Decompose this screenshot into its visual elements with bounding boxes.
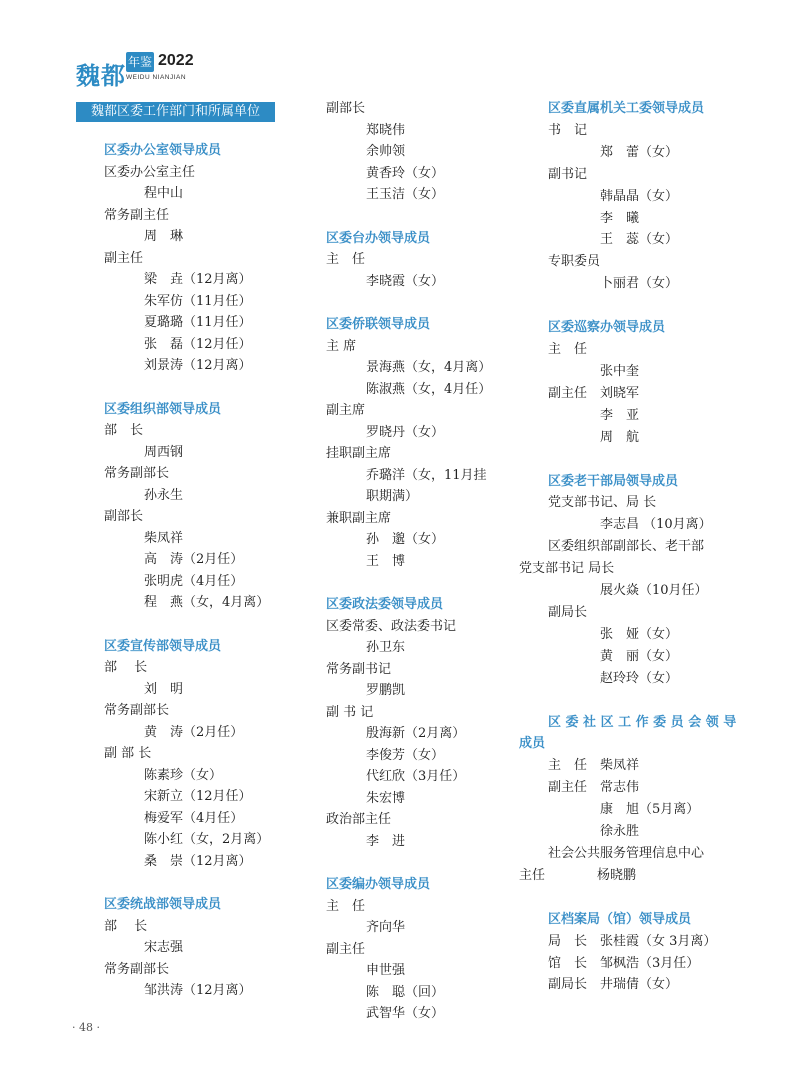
logo-subtitle: WEIDU NIANJIAN [126, 74, 187, 81]
roster-line: 张 磊（12月任） [144, 336, 252, 352]
section-heading: 区委办公室领导成员 [104, 143, 222, 158]
roster-line: 罗晓丹（女） [366, 424, 445, 440]
roster-line: 区委常委、政法委书记 [326, 618, 457, 634]
roster-line: 景海燕（女，4月离） [366, 360, 492, 375]
roster-line: 孙卫东 [366, 640, 406, 655]
roster-line: 主 任 [326, 898, 366, 914]
roster-line: 副主席 [326, 403, 366, 418]
roster-line: 陈小红（女，2月离） [144, 832, 270, 847]
roster-line: 李 进 [366, 833, 406, 849]
roster-line: 程 燕（女，4月离） [144, 595, 270, 610]
roster-line: 李晓霞（女） [366, 273, 445, 289]
roster-line: 主 任 [326, 252, 366, 267]
roster-line: 夏璐璐（11月任） [144, 315, 252, 330]
section-heading: 区委编办领导成员 [326, 877, 431, 892]
roster-line: 张 娅（女） [600, 626, 679, 642]
roster-line: 常务副部长 [104, 703, 170, 718]
roster-line: 主 任 柴凤祥 [548, 758, 640, 774]
roster-line: 局 长 张桂霞（女 3月离） [548, 933, 717, 949]
roster-line: 主 任 [548, 342, 588, 357]
roster-line: 主 席 [326, 338, 357, 354]
roster-line: 殷海新（2月离） [366, 726, 466, 741]
roster-line: 赵玲玲（女） [600, 670, 679, 686]
roster-line: 朱宏博 [366, 790, 406, 806]
roster-line: 兼职副主席 [326, 510, 392, 526]
section-heading: 区委组织部领导成员 [104, 401, 222, 417]
roster-line: 挂职副主席 [326, 446, 392, 461]
roster-line: 韩晶晶（女） [600, 188, 679, 204]
roster-line: 书 记 [548, 122, 588, 138]
roster-line: 副部长 [326, 101, 366, 116]
roster-line: 部 长 [104, 918, 148, 934]
roster-line: 专职委员 [548, 254, 601, 270]
roster-line: 郑 蕾（女） [600, 144, 679, 160]
roster-line: 展火焱（10月任） [600, 583, 708, 598]
roster-line: 副主任 常志伟 [548, 780, 640, 796]
roster-line: 政治部主任 [326, 812, 392, 827]
roster-line: 宋新立（12月任） [144, 789, 252, 804]
roster-line: 徐永胜 [600, 824, 640, 839]
yearbook-year: 2022 [158, 52, 194, 69]
section-heading: 区委老干部局领导成员 [548, 473, 679, 489]
roster-line: 陈素珍（女） [144, 767, 223, 783]
roster-line: 副书记 [548, 166, 588, 182]
roster-line: 刘 明 [144, 681, 184, 697]
roster-line: 李 曦 [600, 210, 640, 226]
roster-line: 副局长 [548, 604, 588, 620]
roster-line: 宋志强 [144, 940, 184, 955]
roster-line: 常务副部长 [104, 466, 170, 481]
roster-line: 副 部 长 [104, 746, 152, 761]
roster-line: 桑 崇（12月离） [144, 853, 252, 869]
roster-line: 部 长 [104, 660, 148, 675]
logo-seal: 年鉴 [126, 52, 154, 72]
roster-line: 卜丽君（女） [600, 276, 679, 292]
roster-line: 周 航 [600, 429, 640, 445]
roster-line: 朱军仿（11月任） [144, 293, 252, 309]
roster-line: 黄 丽（女） [600, 648, 679, 664]
roster-line: 代红欣（3月任） [366, 769, 466, 784]
roster-line: 程中山 [144, 186, 184, 201]
roster-line: 党支部书记、局 长 [548, 495, 657, 511]
roster-line: 常务副部长 [104, 961, 170, 977]
roster-line: 柴凤祥 [144, 530, 184, 546]
section-heading: 区委政法委领导成员 [326, 597, 444, 612]
roster-line: 王 博 [366, 553, 406, 569]
roster-line: 梁 垚（12月离） [144, 272, 252, 287]
roster-line: 主任 杨晓鹏 [519, 867, 637, 883]
roster-line: 常务副书记 [326, 661, 392, 677]
roster-line: 罗鹏凯 [366, 683, 406, 698]
roster-line: 李俊芳（女） [366, 747, 445, 763]
section-heading: 区委宣传部领导成员 [104, 638, 222, 654]
roster-line: 区委组织部副部长、老干部 [548, 539, 705, 555]
roster-line: 周 琳 [144, 229, 184, 244]
roster-line: 余帅领 [366, 144, 406, 159]
logo-text: 魏都 [76, 61, 126, 90]
roster-line: 武智华（女） [366, 1006, 445, 1021]
roster-line: 副局长 井瑞倩（女） [548, 977, 679, 993]
section-heading: 区委侨联领导成员 [326, 317, 431, 332]
roster-line: 齐向华 [366, 920, 406, 935]
section-heading: 成员 [519, 736, 546, 752]
roster-line: 区委办公室主任 [104, 164, 196, 180]
section-heading: 区委统战部领导成员 [104, 897, 222, 912]
roster-line: 李 亚 [600, 407, 640, 423]
roster-line: 康 旭（5月离） [600, 802, 700, 818]
roster-line: 副部长 [104, 509, 144, 524]
section-heading: 区档案局（馆）领导成员 [548, 911, 692, 927]
roster-line: 社会公共服务管理信息中心 [548, 845, 705, 861]
roster-line: 副主任 [326, 941, 366, 957]
section-heading: 区委台办领导成员 [326, 230, 431, 246]
roster-line: 刘景涛（12月离） [144, 358, 252, 373]
roster-line: 陈淑燕（女，4月任） [366, 381, 492, 397]
roster-line: 职期满） [366, 489, 419, 504]
roster-line: 李志昌 （10月离） [600, 517, 712, 533]
roster-line: 张中奎 [600, 363, 640, 379]
roster-line: 黄 涛（2月任） [144, 724, 244, 740]
roster-line: 张明虎（4月任） [144, 573, 244, 589]
roster-line: 邹洪涛（12月离） [144, 983, 252, 998]
roster-line: 常务副主任 [104, 207, 170, 223]
roster-line: 黄香玲（女） [366, 165, 445, 181]
roster-line: 党支部书记 局长 [519, 561, 615, 577]
section-heading: 区委直属机关工委领导成员 [548, 101, 705, 116]
roster-line: 周西钢 [144, 444, 184, 460]
roster-line: 副主任 刘晓军 [548, 385, 640, 401]
section-heading: 区委巡察办领导成员 [548, 320, 666, 336]
roster-line: 部 长 [104, 423, 144, 438]
roster-line: 孙永生 [144, 487, 184, 503]
roster-line: 郑晓伟 [366, 122, 406, 138]
roster-line: 高 涛（2月任） [144, 552, 244, 567]
roster-line: 梅爱军（4月任） [144, 810, 244, 826]
section-heading: 区 委 社 区 工 作 委 员 会 领 导 [548, 714, 737, 730]
roster-line: 孙 邈（女） [366, 532, 445, 547]
roster-line: 副 书 记 [326, 704, 374, 720]
section-banner: 魏都区委工作部门和所属单位 [76, 102, 275, 122]
page-number: · 48 · [72, 1021, 100, 1034]
roster-line: 王 蕊（女） [600, 232, 679, 248]
roster-line: 馆 长 邹枫浩（3月任） [548, 955, 700, 971]
roster-line: 副主任 [104, 250, 144, 266]
roster-line: 乔璐洋（女，11月挂 [366, 467, 487, 483]
roster-line: 陈 聪（回） [366, 984, 445, 1000]
roster-line: 申世强 [366, 963, 406, 978]
roster-line: 王玉洁（女） [366, 187, 445, 202]
